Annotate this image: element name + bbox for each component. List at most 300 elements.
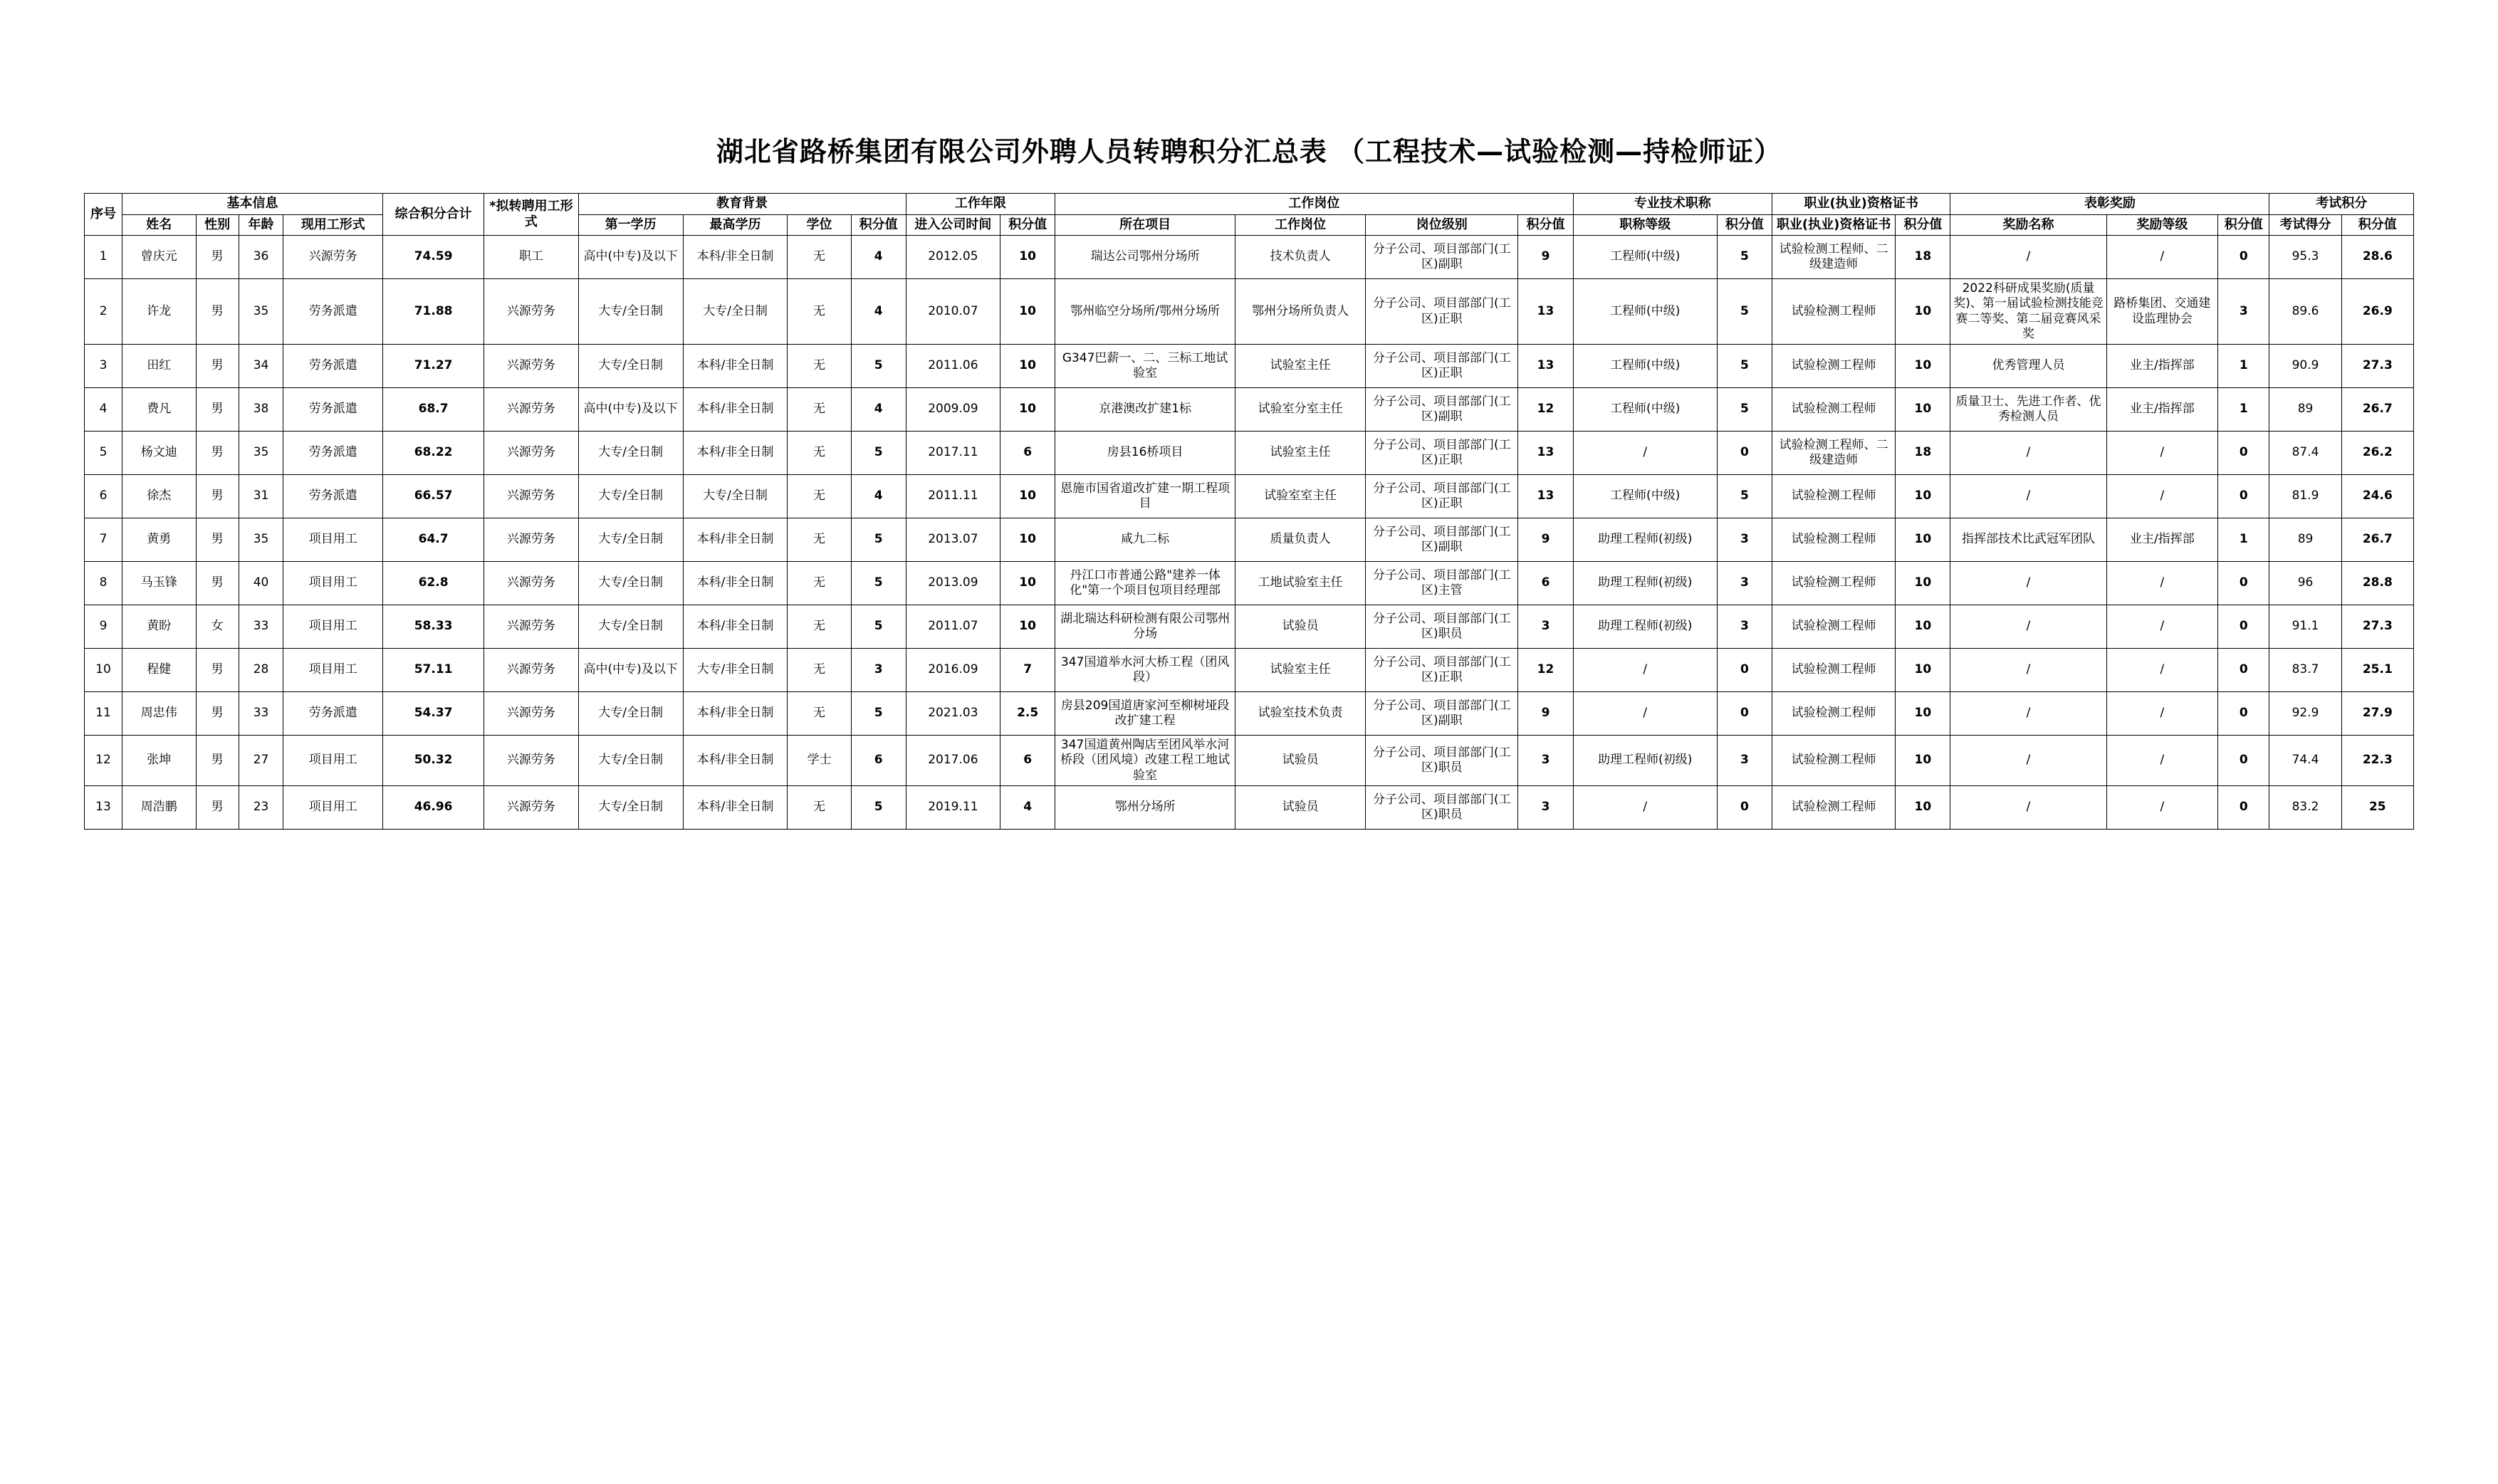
cell-pts-title: 5 [1717, 345, 1772, 388]
cell-award-name: / [1950, 432, 2106, 475]
cell-title-level: 助理工程师(初级) [1573, 736, 1717, 786]
cell-total-score: 68.22 [383, 432, 484, 475]
cell-project: 房县209国道唐家河至柳树垭段改扩建工程 [1055, 692, 1235, 736]
table-row [85, 692, 2414, 736]
cell-degree: 学士 [788, 736, 851, 786]
cell-sex: 男 [196, 475, 239, 518]
cell-edu-first: 高中(中专)及以下 [578, 388, 683, 432]
cell-cert: 试验检测工程师 [1772, 345, 1895, 388]
cell-post: 试验室主任 [1235, 432, 1366, 475]
cell-exam-pts: 28.8 [2341, 562, 2413, 605]
cell-total-score: 68.7 [383, 388, 484, 432]
cell-pts-edu: 4 [851, 475, 906, 518]
cell-join-date: 2011.11 [906, 475, 1000, 518]
cell-project: 房县16桥项目 [1055, 432, 1235, 475]
cell-pts-edu: 5 [851, 605, 906, 649]
cell-total-score: 71.88 [383, 279, 484, 345]
cell-post: 试验室分室主任 [1235, 388, 1366, 432]
col-header-title-level: 职称等级 [1573, 214, 1717, 236]
cell-post: 工地试验室主任 [1235, 562, 1366, 605]
cell-age: 35 [239, 279, 283, 345]
cell-pts-title: 5 [1717, 388, 1772, 432]
cell-project: 丹江口市普通公路"建养一体化"第一个项目包项目经理部 [1055, 562, 1235, 605]
cell-total-score: 66.57 [383, 475, 484, 518]
cell-pts-post: 6 [1518, 562, 1573, 605]
cell-pts-cert: 10 [1896, 785, 1950, 829]
cell-edu-first: 大专/全日制 [578, 562, 683, 605]
cell-exam-score: 92.9 [2269, 692, 2341, 736]
cell-sex: 男 [196, 736, 239, 786]
cell-pts-post: 13 [1518, 345, 1573, 388]
cell-edu-highest: 本科/非全日制 [683, 236, 788, 279]
cell-pts-title: 3 [1717, 736, 1772, 786]
cell-degree: 无 [788, 562, 851, 605]
col-header-join-date: 进入公司时间 [906, 214, 1000, 236]
cell-pts-title: 0 [1717, 649, 1772, 692]
cell-award-level: / [2106, 605, 2218, 649]
cell-age: 33 [239, 692, 283, 736]
cell-title-level: 工程师(中级) [1573, 475, 1717, 518]
cell-pts-award: 0 [2218, 785, 2269, 829]
cell-name: 许龙 [122, 279, 196, 345]
cell-project: 鄂州分场所 [1055, 785, 1235, 829]
cell-exam-score: 81.9 [2269, 475, 2341, 518]
cell-name: 田红 [122, 345, 196, 388]
table-row [85, 605, 2414, 649]
col-group-prof-title: 专业技术职称 [1573, 194, 1772, 215]
cell-post-level: 分子公司、项目部部门(工区)职员 [1366, 736, 1518, 786]
cell-current-type: 劳务派遣 [283, 432, 383, 475]
table-row [85, 562, 2414, 605]
col-group-work-years: 工作年限 [906, 194, 1055, 215]
cell-pts-title: 5 [1717, 236, 1772, 279]
cell-sex: 男 [196, 518, 239, 562]
cell-pts-award: 3 [2218, 279, 2269, 345]
cell-plan-type: 兴源劳务 [484, 518, 578, 562]
cell-pts-award: 0 [2218, 649, 2269, 692]
cell-exam-score: 89 [2269, 388, 2341, 432]
cell-join-date: 2011.06 [906, 345, 1000, 388]
cell-edu-highest: 大专/全日制 [683, 475, 788, 518]
cell-current-type: 劳务派遣 [283, 475, 383, 518]
cell-project: G347巴薪一、二、三标工地试验室 [1055, 345, 1235, 388]
cell-pts-edu: 5 [851, 345, 906, 388]
cell-award-level: / [2106, 649, 2218, 692]
cell-pts-cert: 10 [1896, 279, 1950, 345]
cell-join-date: 2021.03 [906, 692, 1000, 736]
cell-title-level: 工程师(中级) [1573, 279, 1717, 345]
cell-exam-score: 83.7 [2269, 649, 2341, 692]
cell-pts-years: 10 [1000, 345, 1055, 388]
cell-post-level: 分子公司、项目部部门(工区)主管 [1366, 562, 1518, 605]
cell-pts-years: 6 [1000, 736, 1055, 786]
cell-degree: 无 [788, 345, 851, 388]
cell-project: 恩施市国省道改扩建一期工程项目 [1055, 475, 1235, 518]
cell-degree: 无 [788, 475, 851, 518]
cell-exam-pts: 26.7 [2341, 388, 2413, 432]
cell-plan-type: 职工 [484, 236, 578, 279]
cell-pts-cert: 10 [1896, 475, 1950, 518]
cell-name: 费凡 [122, 388, 196, 432]
cell-cert: 试验检测工程师 [1772, 388, 1895, 432]
cell-cert: 试验检测工程师 [1772, 785, 1895, 829]
document-page [0, 130, 2498, 1484]
cell-pts-cert: 10 [1896, 388, 1950, 432]
cell-award-name: 优秀管理人员 [1950, 345, 2106, 388]
cell-age: 36 [239, 236, 283, 279]
cell-pts-years: 6 [1000, 432, 1055, 475]
cell-project: 347国道黄州陶店至团风举水河桥段（团风境）改建工程工地试验室 [1055, 736, 1235, 786]
cell-post-level: 分子公司、项目部部门(工区)正职 [1366, 432, 1518, 475]
cell-total-score: 57.11 [383, 649, 484, 692]
cell-pts-years: 2.5 [1000, 692, 1055, 736]
cell-exam-pts: 26.7 [2341, 518, 2413, 562]
cell-index: 9 [85, 605, 122, 649]
col-header-project: 所在项目 [1055, 214, 1235, 236]
col-header-award-name: 奖励名称 [1950, 214, 2106, 236]
cell-pts-post: 13 [1518, 279, 1573, 345]
cell-index: 5 [85, 432, 122, 475]
cell-pts-cert: 10 [1896, 736, 1950, 786]
cell-award-name: 指挥部技术比武冠军团队 [1950, 518, 2106, 562]
cell-pts-post: 3 [1518, 736, 1573, 786]
cell-post-level: 分子公司、项目部部门(工区)副职 [1366, 518, 1518, 562]
cell-exam-score: 87.4 [2269, 432, 2341, 475]
cell-index: 6 [85, 475, 122, 518]
col-header-edu-first: 第一学历 [578, 214, 683, 236]
cell-exam-score: 95.3 [2269, 236, 2341, 279]
cell-current-type: 劳务派遣 [283, 388, 383, 432]
cell-edu-highest: 本科/非全日制 [683, 432, 788, 475]
cell-edu-first: 大专/全日制 [578, 279, 683, 345]
cell-cert: 试验检测工程师、二级建造师 [1772, 236, 1895, 279]
cell-pts-post: 9 [1518, 518, 1573, 562]
cell-post-level: 分子公司、项目部部门(工区)副职 [1366, 692, 1518, 736]
cell-exam-pts: 27.3 [2341, 605, 2413, 649]
cell-join-date: 2013.07 [906, 518, 1000, 562]
cell-exam-score: 74.4 [2269, 736, 2341, 786]
cell-exam-pts: 26.2 [2341, 432, 2413, 475]
cell-project: 347国道举水河大桥工程（团风段） [1055, 649, 1235, 692]
col-header-index: 序号 [85, 194, 122, 236]
cell-plan-type: 兴源劳务 [484, 692, 578, 736]
cell-exam-pts: 25 [2341, 785, 2413, 829]
cell-pts-post: 3 [1518, 605, 1573, 649]
cell-degree: 无 [788, 649, 851, 692]
cell-post: 试验员 [1235, 605, 1366, 649]
cell-pts-award: 1 [2218, 518, 2269, 562]
cell-join-date: 2011.07 [906, 605, 1000, 649]
cell-project: 瑞达公司鄂州分场所 [1055, 236, 1235, 279]
cell-edu-highest: 本科/非全日制 [683, 692, 788, 736]
cell-edu-first: 大专/全日制 [578, 605, 683, 649]
cell-award-level: / [2106, 475, 2218, 518]
table-row [85, 345, 2414, 388]
col-header-pts-edu: 积分值 [851, 214, 906, 236]
cell-award-level: / [2106, 236, 2218, 279]
cell-pts-award: 0 [2218, 692, 2269, 736]
cell-age: 28 [239, 649, 283, 692]
cell-pts-post: 12 [1518, 388, 1573, 432]
cell-exam-pts: 27.9 [2341, 692, 2413, 736]
cell-edu-highest: 本科/非全日制 [683, 388, 788, 432]
cell-post-level: 分子公司、项目部部门(工区)正职 [1366, 345, 1518, 388]
cell-award-name: / [1950, 736, 2106, 786]
cell-exam-score: 91.1 [2269, 605, 2341, 649]
cell-pts-edu: 5 [851, 692, 906, 736]
cell-name: 曾庆元 [122, 236, 196, 279]
cell-age: 35 [239, 518, 283, 562]
cell-pts-edu: 4 [851, 236, 906, 279]
cell-edu-highest: 本科/非全日制 [683, 736, 788, 786]
cell-post-level: 分子公司、项目部部门(工区)副职 [1366, 388, 1518, 432]
cell-award-name: / [1950, 236, 2106, 279]
cell-sex: 女 [196, 605, 239, 649]
cell-index: 7 [85, 518, 122, 562]
table-row [85, 475, 2414, 518]
cell-pts-post: 9 [1518, 236, 1573, 279]
cell-sex: 男 [196, 692, 239, 736]
cell-pts-edu: 6 [851, 736, 906, 786]
col-header-degree: 学位 [788, 214, 851, 236]
col-header-current-type: 现用工形式 [283, 214, 383, 236]
cell-exam-pts: 26.9 [2341, 279, 2413, 345]
cell-pts-title: 0 [1717, 432, 1772, 475]
cell-title-level: 工程师(中级) [1573, 345, 1717, 388]
score-summary-table [84, 193, 2414, 830]
col-header-pts-title: 积分值 [1717, 214, 1772, 236]
cell-name: 杨文迪 [122, 432, 196, 475]
cell-pts-post: 13 [1518, 475, 1573, 518]
cell-age: 38 [239, 388, 283, 432]
cell-post-level: 分子公司、项目部部门(工区)正职 [1366, 279, 1518, 345]
cell-project: 鄂州临空分场所/鄂州分场所 [1055, 279, 1235, 345]
cell-pts-post: 12 [1518, 649, 1573, 692]
cell-pts-post: 13 [1518, 432, 1573, 475]
cell-award-level: / [2106, 692, 2218, 736]
cell-pts-cert: 10 [1896, 605, 1950, 649]
cell-current-type: 项目用工 [283, 736, 383, 786]
cell-age: 34 [239, 345, 283, 388]
cell-index: 10 [85, 649, 122, 692]
cell-award-name: / [1950, 785, 2106, 829]
cell-current-type: 劳务派遣 [283, 692, 383, 736]
cell-award-name: / [1950, 605, 2106, 649]
cell-join-date: 2017.06 [906, 736, 1000, 786]
cell-plan-type: 兴源劳务 [484, 736, 578, 786]
cell-sex: 男 [196, 388, 239, 432]
cell-join-date: 2012.05 [906, 236, 1000, 279]
cell-post: 鄂州分场所负责人 [1235, 279, 1366, 345]
cell-edu-first: 大专/全日制 [578, 432, 683, 475]
cell-pts-title: 0 [1717, 785, 1772, 829]
cell-pts-edu: 5 [851, 518, 906, 562]
cell-exam-pts: 24.6 [2341, 475, 2413, 518]
col-group-basic-info: 基本信息 [122, 194, 382, 215]
cell-age: 35 [239, 432, 283, 475]
cell-name: 黄勇 [122, 518, 196, 562]
col-group-work-post: 工作岗位 [1055, 194, 1573, 215]
cell-award-level: 路桥集团、交通建设监理协会 [2106, 279, 2218, 345]
col-header-total-score: 综合积分合计 [383, 194, 484, 236]
cell-pts-title: 5 [1717, 475, 1772, 518]
cell-exam-score: 89.6 [2269, 279, 2341, 345]
cell-cert: 试验检测工程师 [1772, 649, 1895, 692]
cell-exam-pts: 22.3 [2341, 736, 2413, 786]
cell-current-type: 项目用工 [283, 518, 383, 562]
cell-join-date: 2013.09 [906, 562, 1000, 605]
cell-exam-score: 83.2 [2269, 785, 2341, 829]
cell-pts-edu: 5 [851, 785, 906, 829]
table-row [85, 785, 2414, 829]
cell-pts-cert: 18 [1896, 432, 1950, 475]
cell-plan-type: 兴源劳务 [484, 785, 578, 829]
col-header-sex: 性别 [196, 214, 239, 236]
col-header-post-level: 岗位级别 [1366, 214, 1518, 236]
cell-join-date: 2009.09 [906, 388, 1000, 432]
col-header-name: 姓名 [122, 214, 196, 236]
cell-project: 咸九二标 [1055, 518, 1235, 562]
cell-current-type: 项目用工 [283, 562, 383, 605]
cell-degree: 无 [788, 518, 851, 562]
cell-join-date: 2019.11 [906, 785, 1000, 829]
cell-cert: 试验检测工程师 [1772, 518, 1895, 562]
cell-sex: 男 [196, 236, 239, 279]
cell-award-name: / [1950, 562, 2106, 605]
cell-award-level: 业主/指挥部 [2106, 345, 2218, 388]
cell-title-level: 助理工程师(初级) [1573, 605, 1717, 649]
cell-post: 试验室技术负责 [1235, 692, 1366, 736]
cell-award-name: / [1950, 692, 2106, 736]
cell-name: 张坤 [122, 736, 196, 786]
cell-plan-type: 兴源劳务 [484, 562, 578, 605]
cell-pts-cert: 10 [1896, 562, 1950, 605]
cell-index: 12 [85, 736, 122, 786]
cell-pts-title: 3 [1717, 605, 1772, 649]
cell-edu-highest: 本科/非全日制 [683, 562, 788, 605]
cell-pts-award: 1 [2218, 345, 2269, 388]
cell-pts-title: 0 [1717, 692, 1772, 736]
col-header-age: 年龄 [239, 214, 283, 236]
cell-edu-highest: 本科/非全日制 [683, 518, 788, 562]
cell-name: 周忠伟 [122, 692, 196, 736]
cell-post: 试验室主任 [1235, 649, 1366, 692]
page-title: 湖北省路桥集团有限公司外聘人员转聘积分汇总表 （工程技术—试验检测—持检师证） [716, 136, 1782, 167]
cell-current-type: 劳务派遣 [283, 345, 383, 388]
cell-edu-first: 大专/全日制 [578, 475, 683, 518]
cell-exam-pts: 28.6 [2341, 236, 2413, 279]
col-group-education: 教育背景 [578, 194, 906, 215]
table-header-row-1 [85, 194, 2414, 215]
cell-title-level: 工程师(中级) [1573, 236, 1717, 279]
cell-total-score: 58.33 [383, 605, 484, 649]
cell-edu-first: 高中(中专)及以下 [578, 649, 683, 692]
cell-current-type: 劳务派遣 [283, 279, 383, 345]
cell-sex: 男 [196, 432, 239, 475]
cell-index: 11 [85, 692, 122, 736]
cell-post: 技术负责人 [1235, 236, 1366, 279]
cell-cert: 试验检测工程师 [1772, 475, 1895, 518]
cell-sex: 男 [196, 785, 239, 829]
col-header-cert: 职业(执业)资格证书 [1772, 214, 1895, 236]
cell-award-level: / [2106, 562, 2218, 605]
cell-total-score: 71.27 [383, 345, 484, 388]
cell-award-level: 业主/指挥部 [2106, 518, 2218, 562]
cell-pts-cert: 10 [1896, 692, 1950, 736]
cell-plan-type: 兴源劳务 [484, 345, 578, 388]
cell-award-level: 业主/指挥部 [2106, 388, 2218, 432]
cell-name: 徐杰 [122, 475, 196, 518]
cell-edu-first: 大专/全日制 [578, 736, 683, 786]
cell-exam-pts: 27.3 [2341, 345, 2413, 388]
cell-exam-score: 89 [2269, 518, 2341, 562]
cell-total-score: 64.7 [383, 518, 484, 562]
cell-name: 马玉锋 [122, 562, 196, 605]
table-body [85, 236, 2414, 830]
cell-pts-years: 10 [1000, 518, 1055, 562]
col-header-plan-type: *拟转聘用工形式 [484, 194, 578, 236]
cell-pts-years: 10 [1000, 562, 1055, 605]
cell-pts-years: 10 [1000, 279, 1055, 345]
cell-cert: 试验检测工程师 [1772, 736, 1895, 786]
cell-age: 31 [239, 475, 283, 518]
cell-degree: 无 [788, 432, 851, 475]
cell-title-level: 助理工程师(初级) [1573, 518, 1717, 562]
cell-pts-post: 9 [1518, 692, 1573, 736]
cell-cert: 试验检测工程师 [1772, 605, 1895, 649]
cell-index: 3 [85, 345, 122, 388]
cell-join-date: 2010.07 [906, 279, 1000, 345]
cell-post: 试验员 [1235, 736, 1366, 786]
cell-cert: 试验检测工程师、二级建造师 [1772, 432, 1895, 475]
cell-project: 京港澳改扩建1标 [1055, 388, 1235, 432]
cell-pts-years: 10 [1000, 605, 1055, 649]
cell-pts-award: 0 [2218, 562, 2269, 605]
cell-post-level: 分子公司、项目部部门(工区)副职 [1366, 236, 1518, 279]
cell-total-score: 50.32 [383, 736, 484, 786]
col-group-awards: 表彰奖励 [1950, 194, 2269, 215]
cell-project: 湖北瑞达科研检测有限公司鄂州分场 [1055, 605, 1235, 649]
cell-sex: 男 [196, 562, 239, 605]
cell-pts-edu: 4 [851, 388, 906, 432]
table-row [85, 236, 2414, 279]
cell-join-date: 2017.11 [906, 432, 1000, 475]
cell-award-level: / [2106, 736, 2218, 786]
cell-current-type: 兴源劳务 [283, 236, 383, 279]
cell-plan-type: 兴源劳务 [484, 432, 578, 475]
cell-post-level: 分子公司、项目部部门(工区)正职 [1366, 475, 1518, 518]
cell-award-name: 质量卫士、先进工作者、优秀检测人员 [1950, 388, 2106, 432]
cell-title-level: 助理工程师(初级) [1573, 562, 1717, 605]
cell-edu-highest: 本科/非全日制 [683, 605, 788, 649]
cell-plan-type: 兴源劳务 [484, 649, 578, 692]
cell-pts-years: 10 [1000, 388, 1055, 432]
cell-degree: 无 [788, 388, 851, 432]
cell-edu-highest: 本科/非全日制 [683, 345, 788, 388]
cell-post-level: 分子公司、项目部部门(工区)正职 [1366, 649, 1518, 692]
cell-total-score: 46.96 [383, 785, 484, 829]
cell-pts-award: 0 [2218, 736, 2269, 786]
cell-award-name: 2022科研成果奖励(质量奖)、第一届试验检测技能竞赛二等奖、第二届竞赛风采奖 [1950, 279, 2106, 345]
cell-age: 27 [239, 736, 283, 786]
col-header-post: 工作岗位 [1235, 214, 1366, 236]
cell-pts-cert: 10 [1896, 345, 1950, 388]
cell-pts-edu: 3 [851, 649, 906, 692]
col-header-edu-highest: 最高学历 [683, 214, 788, 236]
cell-pts-years: 10 [1000, 236, 1055, 279]
cell-pts-years: 7 [1000, 649, 1055, 692]
cell-cert: 试验检测工程师 [1772, 279, 1895, 345]
